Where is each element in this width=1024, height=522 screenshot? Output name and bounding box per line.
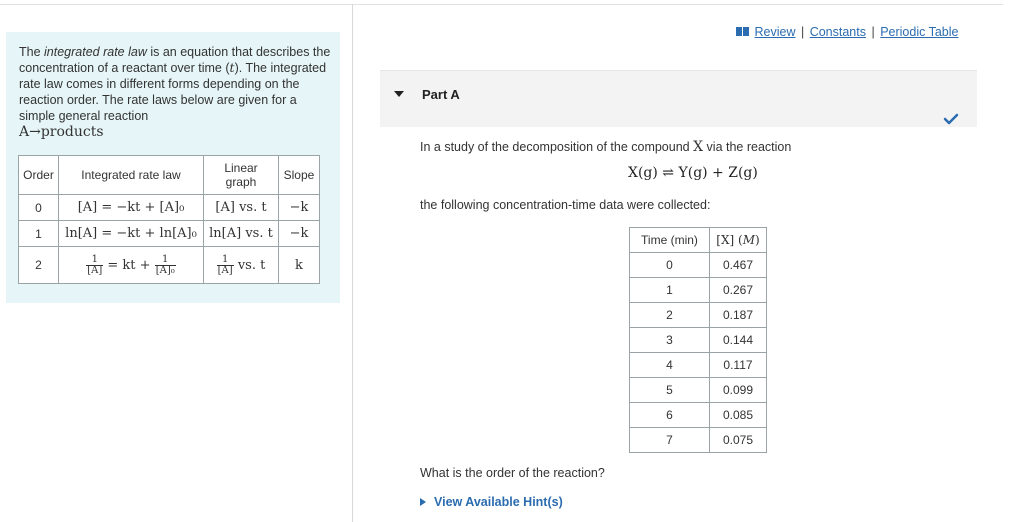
top-divider — [0, 4, 1003, 5]
time-cell: 0 — [630, 253, 710, 278]
table-row — [630, 303, 767, 328]
collapse-caret-icon[interactable] — [394, 91, 404, 97]
order-cell: 0 — [19, 195, 59, 221]
col-concentration: [X] (M) — [710, 228, 767, 253]
table-row — [630, 353, 767, 378]
time-cell: 1 — [630, 278, 710, 303]
time-cell: 7 — [630, 428, 710, 453]
law-cell: $\frac{1}{[A]}$ = kt + $\frac{1}{\text{[A]₀}}$ — [59, 247, 204, 284]
concentration-table — [629, 227, 767, 453]
table-row — [630, 403, 767, 428]
table-header-row — [630, 228, 767, 253]
time-cell: 5 — [630, 378, 710, 403]
table-row — [630, 278, 767, 303]
table-row — [630, 428, 767, 453]
expand-caret-icon — [420, 498, 426, 506]
periodic-table-link[interactable]: Periodic Table — [880, 25, 959, 39]
table-row — [19, 221, 320, 247]
link-separator: | — [800, 25, 805, 39]
pane-divider — [352, 4, 353, 522]
table-row — [630, 253, 767, 278]
intro-text: The integrated rate law is an equation that describes the concentration of a reactant over time (t). The integrated rate law comes in different forms depending on the reaction order. The rate laws below are given for a simple general reaction A→products — [19, 45, 331, 140]
table-row — [630, 378, 767, 403]
col-integrated-rate-law: Integrated rate law — [59, 156, 204, 195]
review-link[interactable]: Review — [754, 25, 796, 39]
constants-link[interactable]: Constants — [809, 25, 866, 39]
table-row — [19, 247, 320, 284]
general-reaction: A→products — [19, 124, 104, 140]
col-order: Order — [19, 156, 59, 195]
conc-cell: 0.467 — [710, 253, 767, 278]
slope-cell: k — [279, 247, 320, 284]
fraction: $\frac{1}{\text{[A]₀}}$ — [155, 253, 175, 276]
time-cell: 6 — [630, 403, 710, 428]
reaction-equation: X(g) ⇌ Y(g) + Z(g) — [628, 165, 758, 181]
conc-cell: 0.075 — [710, 428, 767, 453]
checkmark-icon — [943, 113, 959, 125]
part-a-header[interactable] — [380, 70, 977, 127]
col-time: Time (min) — [630, 228, 710, 253]
part-title: Part A — [422, 87, 460, 102]
conc-cell: 0.187 — [710, 303, 767, 328]
time-cell: 4 — [630, 353, 710, 378]
question-intro: In a study of the decomposition of the compound X via the reaction — [420, 139, 792, 155]
fraction: $\frac{1}{[A]}$ — [87, 253, 103, 276]
link-separator: | — [871, 25, 875, 39]
book-icon — [736, 27, 749, 36]
table-header-row — [19, 156, 320, 195]
table-row — [630, 328, 767, 353]
order-cell: 1 — [19, 221, 59, 247]
graph-cell: [A] vs. t — [204, 195, 279, 221]
time-cell: 3 — [630, 328, 710, 353]
graph-cell: $\frac{1}{[A]}$ vs. t — [204, 247, 279, 284]
fraction: $\frac{1}{[A]}$ — [217, 253, 233, 276]
data-intro: the following concentration-time data were collected: — [420, 198, 711, 212]
info-panel — [6, 32, 340, 303]
view-hints-link[interactable]: View Available Hint(s) — [420, 495, 563, 509]
question-prompt: What is the order of the reaction? — [420, 466, 605, 480]
col-slope: Slope — [279, 156, 320, 195]
order-cell: 2 — [19, 247, 59, 284]
conc-cell: 0.144 — [710, 328, 767, 353]
conc-cell: 0.099 — [710, 378, 767, 403]
rate-law-table — [18, 155, 320, 284]
conc-cell: 0.085 — [710, 403, 767, 428]
law-cell: [A] = −kt + [A]₀ — [59, 195, 204, 221]
law-cell: ln[A] = −kt + ln[A]₀ — [59, 221, 204, 247]
graph-cell: ln[A] vs. t — [204, 221, 279, 247]
time-cell: 2 — [630, 303, 710, 328]
conc-cell: 0.117 — [710, 353, 767, 378]
col-linear-graph: Linear graph — [204, 156, 279, 195]
conc-cell: 0.267 — [710, 278, 767, 303]
resource-links — [736, 25, 959, 39]
table-row — [19, 195, 320, 221]
slope-cell: −k — [279, 195, 320, 221]
slope-cell: −k — [279, 221, 320, 247]
